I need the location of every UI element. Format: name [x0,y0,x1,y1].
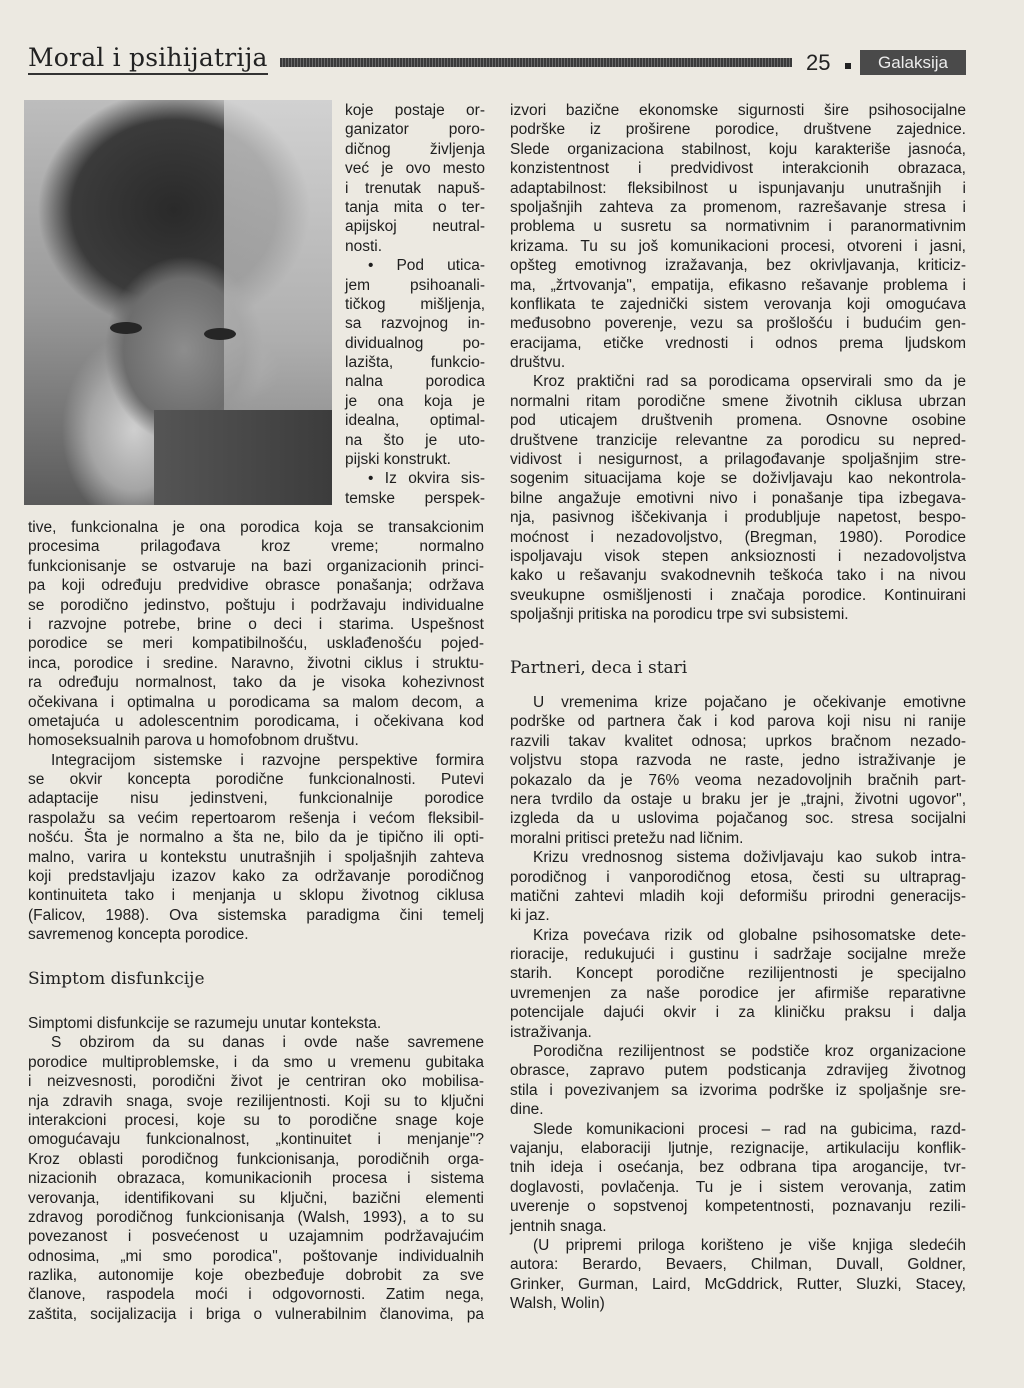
text-line: razvili takav kvalitet odnosa; uprkos bračnom nezado- [510,732,966,750]
text-line: interakcioni procesi, koje su to porodične snage koje [28,1111,484,1129]
text-line: Slede organizaciona stabilnost, koju karakteriše jasnoća, [510,140,966,158]
text-line: jentnih snaga. [510,1217,607,1235]
text-line: Kriza povećava rizik od globalne psihosomatske dete- [533,926,966,944]
text-line: vidivost i nesigurnost, a prilagođavanje spoljašnjim stre- [510,451,966,469]
text-line: podrške od partnera čak i kod parova koji nisu ni ranije [510,713,966,731]
section-title: Moral i psihijatrija [28,44,268,75]
photo-eye-right [204,328,236,340]
text-line: kontinuiteta tako i menjanja u sklopu životnog ciklusa [28,887,484,905]
text-line: i razvojne potrebe, brine o deci i starima. Uspešnost [28,615,484,633]
text-line: pa koji određuju predvidive obrasce ponašanja; održava [28,577,484,595]
text-line: dividualnog po- [345,334,485,352]
text-line: tnih ideja i osećanja, bez odbrana tipa arogancije, tvr- [510,1159,966,1177]
text-line: koji predstavljaju izazov kako za održavanje porodičnog [28,868,484,886]
section-heading: Partneri, deca i stari [510,658,688,678]
text-line: procesima prilagođava kroz vreme; normalno [28,538,484,556]
text-line: apijskoj neutral- [345,218,485,236]
text-line: izvori bazične ekonomske sigurnosti šire psihosocijalne [510,102,966,119]
text-line: međusobno poverenje, vezu sa prošlošću i budućim gen- [510,315,966,333]
text-line: starih. Koncept porodične rezilijentnosti je specijalno [510,965,966,983]
text-line: pijski konstrukt. [345,451,451,469]
magazine-badge: Galaksija [860,50,966,75]
text-line: nizacionih obrazaca, komunikacionih procesa i sistema [28,1170,484,1188]
text-line: podrške iz proširene porodice, društvene zajednice. [510,121,966,139]
text-line: ra određuju normalnost, tako da je visoka kohezivnost [28,674,484,692]
text-line: ispoljavaju visok stepen anksioznosti i nezadovoljstva [510,547,966,565]
text-line: ki jaz. [510,907,550,925]
text-line: savremenog koncepta porodice. [28,926,249,944]
text-line: S obzirom da su danas i ovde naše savremene [51,1034,484,1052]
text-line: verovanja, identifikovani su ključni, bazični elementi [28,1189,484,1207]
text-line: adaptacije nisu jedinstveni, funkcionalnije porodice [28,790,484,808]
photo-shirt [154,410,332,505]
text-line: nalna porodica [345,373,485,391]
text-line: Integracijom sistemske i razvojne perspektive formira [51,751,484,769]
text-line: zaštita, socijalizacija i briga o vulnerabilnim članovima, pa [28,1305,484,1323]
text-line: konzistentnost i predvidivost interakcionih obrazaca, [510,160,966,178]
text-line: i trenutak napuš- [345,179,485,197]
text-line: tičkog mišljenja, [345,295,485,313]
text-line: homoseksualnih parova u homofobnom društvu. [28,732,359,750]
text-line: i neizvesnosti, porodični život je centriran oko mobilisa- [28,1073,484,1091]
text-line: obrasce, zapravo putem podsticanja zdravijeg životnog [510,1062,966,1080]
text-line: lazišta, funkcio- [345,354,485,372]
text-line: ometajuća u adolescentnim porodicama, i očekivana kod [28,712,484,730]
text-line: moralni pritisci pretežu nad ličnim. [510,829,744,847]
text-line: razlika, autonomije koje obezbeđuje dobrobit za sve [28,1267,484,1285]
text-line: je ona koja je [345,392,485,410]
text-line: pod uticajem društvenih promena. Osnovne osobine [510,412,966,430]
text-line: tive, funkcionalna je ona porodica koja se transakcionim [28,519,484,536]
text-line: idealna, optimal- [345,412,485,430]
header-rule [280,58,792,67]
text-line: spoljašnjih zahteva za promenom, razrešavanje stresa i [510,198,966,216]
text-line: Slede komunikacioni procesi – rad na gubicima, razd- [533,1120,966,1138]
column-1-body-2 [28,1014,484,1324]
text-line: izgleda da u uslovima pojačanog soc. stresa socijalni [510,810,966,828]
text-line: uvremenjen za naše porodice jer afirmiše reparativne [510,984,966,1002]
text-line: članove, raspodela moći i odgovornosti. Zatim nega, [28,1286,484,1304]
text-line: (U pripremi priloga korišteno je više knjiga sledećih [533,1236,966,1254]
text-line: uverenje o sopstvenoj kompetentnosti, poznavanju rezili- [510,1198,966,1216]
text-line: pokazalo da je 76% veoma nezadovoljnih bračnih part- [510,771,966,789]
text-line: očekivana i optimalna u porodicama sa malom decom, a [28,693,484,711]
text-line: porodice se meri kompatibilnošću, usklađenošću pojed- [28,635,484,653]
text-line: • Iz okvira sis- [368,470,485,488]
text-line: ma, „žrtvovanja", empatija, efikasno rešavanje problema i [510,276,966,294]
text-line: sa razvojnog in- [345,315,485,333]
text-line: odnosima, „mi smo porodica", poštovanje individualnih [28,1247,484,1265]
text-line: voljstvu stopa razvoda ne raste, jedno istraživanje je [510,752,966,770]
page-number: 25 [806,50,831,75]
text-line: dine. [510,1101,544,1119]
text-line: adaptabilnost: fleksibilnost u ispunjavanju unutrašnjih i [510,179,966,197]
text-line: sveukupne osmišljenosti i značaja porodice. Kontinuirani [510,586,966,604]
heading-simptom-wrap [28,970,484,989]
text-line: Kroz praktični rad sa porodicama opservirali smo da je [533,373,966,391]
text-line: inca, porodice i sredine. Naravno, životni ciklus i struktu- [28,654,484,672]
text-line: porodičnog i vanporodičnog etosa, česti su ultraprag- [510,868,966,886]
text-line: nosti. [345,237,383,255]
column-2-body-2 [510,693,966,1314]
text-line: nošću. Šta je normalno a šta ne, bilo da je tipično ili opti- [28,829,484,847]
text-line: bilne angažuje emotivni nivo i ponašanje tipa izbegava- [510,489,966,507]
text-line: opšteg emotivnog izražavanja, bez okrivljavanja, kriticiz- [510,257,966,275]
photo-eye-left [110,322,142,334]
text-line: moćnost i nezadovoljstvo, (Bregman, 1980). Porodice [510,528,966,546]
child-photo [24,100,332,505]
text-line: kako u rešavanju svakodnevnih teškoća tako i na nivou [510,567,966,585]
text-line: raspolažu sa većim repertoarom rešenja i većom fleksibil- [28,809,484,827]
column-1-wrap [345,101,485,508]
text-line: društvu. [510,354,566,372]
text-line: povezanost i posvećenost u uzajamnim podržavajućim [28,1228,484,1246]
text-line: doglavosti, povlačenja. Tu je i sistem verovanja, zatim [510,1178,966,1196]
column-2-body [510,101,966,625]
text-line: (Falicov, 1988). Ova sistemska paradigma čini temelj [28,906,484,924]
text-line: malno, varira u kontekstu unutrašnjih i spoljašnjih zahteva [28,848,484,866]
text-line: Krizu vrednosnog sistema doživljavaju kao sukob intra- [533,849,966,867]
text-line: društvene tranzicije relevantne za porodicu su nepred- [510,431,966,449]
text-line: koje postaje or- [345,102,485,119]
text-line: sogenim situacijama koje se doživljavaju kao nekontrola- [510,470,966,488]
text-line: istraživanja. [510,1023,592,1041]
text-line: funkcionisanje se ostvaruje na bazi organizacionih princi- [28,557,484,575]
column-1-body [28,518,484,945]
text-line: stila i povezivanjem sa izvorima podrške iz spoljašnje sre- [510,1081,966,1099]
text-line: U vremenima krize pojačano je očekivanje emotivne [533,694,966,711]
text-line: ganizator poro- [345,121,485,139]
text-line: nera tvrdilo da ostaje u braku jer je „trajni, životni ugovor", [510,790,966,808]
text-line: već je ovo mesto [345,160,485,178]
text-line: Walsh, Wolin) [510,1295,605,1313]
text-line: dičnog življenja [345,140,485,158]
text-line: temske perspek- [345,489,485,507]
header-bullet [845,63,851,69]
section-heading: Simptom disfunkcije [28,969,205,989]
text-line: jem psihoanali- [345,276,485,294]
text-line: konflikata te zajednički sistem verovanja koji omogućava [510,295,966,313]
text-line: rioracije, redukujući i gustinu i sadržaje socijalne mreže [510,946,966,964]
text-line: se okvir koncepta porodične funkcionalnosti. Putevi [28,771,484,789]
text-line: omogućavaju funkcionalnost, „kontinuitet i menjanje"? [28,1131,484,1149]
text-line: se porodično jedinstvo, poštuju i podržavaju individualne [28,596,484,614]
text-line: krizama. Tu su još komunikacioni procesi, otvoreni i jasni, [510,237,966,255]
text-line: • Pod utica- [368,257,485,275]
text-line: normalni ritam porodične smene životnih ciklusa ubrzan [510,392,966,410]
text-line: Kroz oblasti porodičnog funkcionisanja, porodičnih orga- [28,1150,484,1168]
text-line: matični zahtevi mladih koji deformišu prirodni generacijs- [510,887,966,905]
text-line: Porodična rezilijentnost se podstiče kroz organizacione [533,1043,966,1061]
text-line: nja zdravih snaga, svoje rezilijentnosti. Koji su to ključni [28,1092,484,1110]
text-line: porodice multiproblemske, i da smo u vremenu gubitaka [28,1053,484,1071]
text-line: problema u susretu sa normativnim i paranormativnim [510,218,966,236]
text-line: nja, pasivnog iščekivanja i produbljuje napetost, bespo- [510,509,966,527]
text-line: potencijale dajući okvir i za kliničku praksu i dalja [510,1004,966,1022]
text-line: autora: Berardo, Bevaers, Chilman, Duvall, Goldner, [510,1256,966,1274]
text-line: Simptomi disfunkcije se razumeju unutar konteksta. [28,1015,382,1032]
heading-partneri-wrap [510,659,966,678]
text-line: tanja mita o ter- [345,198,485,216]
text-line: na što je uto- [345,431,485,449]
text-line: eracijama, etičke vrednosti i odnos prema ljudskom [510,334,966,352]
text-line: Grinker, Gurman, Laird, McGddrick, Rutter, Sluzki, Stacey, [510,1275,966,1293]
text-line: vajanju, elaboraciji ljutnje, rezignacije, artikulaciju konflik- [510,1139,966,1157]
text-line: zdravog porodičnog funkcionisanja (Walsh, 1993), a to su [28,1208,484,1226]
text-line: spoljašnji pritiska na porodicu trpe svi subsistemi. [510,606,849,624]
